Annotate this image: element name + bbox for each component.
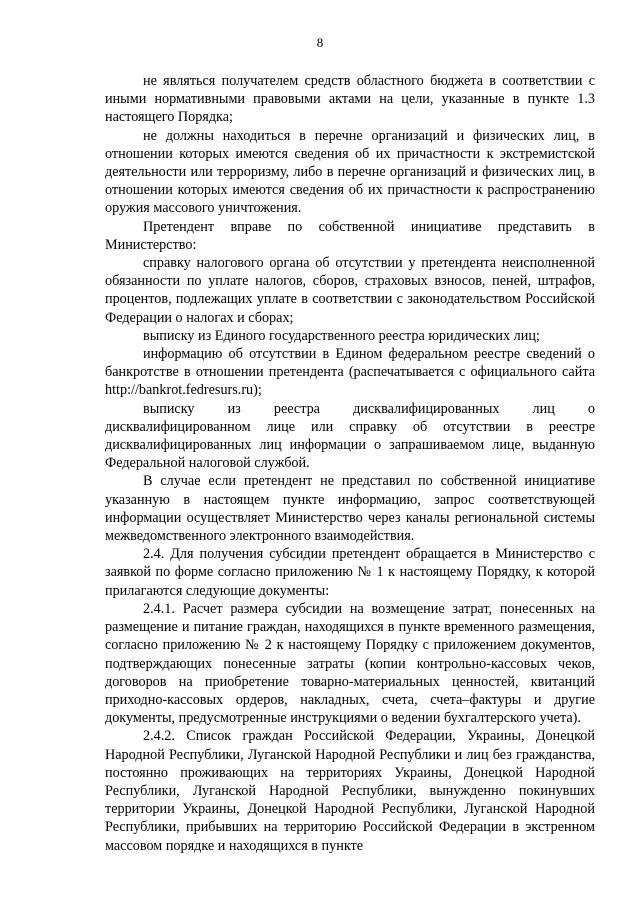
paragraph-not-in-extremist-list: не должны находиться в перечне организаций и физических лиц, в отношении которых имеются сведения об их причастности к экстремистской деятельности или терроризму, либо в перечне организаций и физических лиц, в отношении которых имеются сведения об их причастности к распространению оружия массового уничтожения. xyxy=(105,127,595,217)
paragraph-applicant-may-submit: Претендент вправе по собственной инициативе представить в Министерство: xyxy=(105,218,595,253)
page-number: 8 xyxy=(316,35,324,50)
paragraph-section-2-4-2: 2.4.2. Список граждан Российской Федерации, Украины, Донецкой Народной Республики, Луганской Народной Республики и лиц без гражданства, постоянно проживающих на территориях Украины, Донецкой Народной Республики, Луганской Народной Республики, вынужденно покинувших территории Украины, Донецкой Народной Республики, Луганской Народной Республики, прибывших на территорию Российской Федерации в экстренном массовом порядке и находящихся в пункте xyxy=(105,728,595,854)
paragraph-section-2-4-1: 2.4.1. Расчет размера субсидии на возмещение затрат, понесенных на размещение и питание граждан, находящихся в пункте временного размещения, согласно приложению № 2 к настоящему Порядку с приложением документов, подтверждающих понесенные затраты (копии контрольно-кассовых чеков, договоров на приобретение товарно-материальных ценностей, квитанций приходно-кассовых ордеров, накладных, счета, счета–фактуры и другие документы, предусмотренные инструкциями о ведении бухгалтерского учета). xyxy=(105,600,595,727)
paragraph-section-2-4: 2.4. Для получения субсидии претендент обращается в Министерство с заявкой по форме согласно приложению № 1 к настоящему Порядку, к которой прилагаются следующие документы: xyxy=(105,546,595,599)
paragraph-not-budget-recipient: не являться получателем средств областного бюджета в соответствии с иными нормативными правовыми актами на цели, указанные в пункте 1.3 настоящего Порядка; xyxy=(105,73,595,126)
document-body xyxy=(105,72,595,855)
paragraph-egrul-extract: выписку из Единого государственного реестра юридических лиц; xyxy=(143,327,540,344)
paragraph-tax-certificate: справку налогового органа об отсутствии у претендента неисполненной обязанности по уплате налогов, сборов, страховых взносов, пеней, штрафов, процентов, подлежащих уплате в соответствии с законодательством Российской Федерации о налогах и сборах; xyxy=(105,255,595,326)
paragraph-interagency-request: В случае если претендент не представил по собственной инициативе указанную в настоящем пункте информацию, запрос соответствующей информации осуществляет Министерство через каналы региональной системы межведомственного электронного взаимодействия. xyxy=(105,473,595,545)
paragraph-bankruptcy-info: информацию об отсутствии в Едином федеральном реестре сведений о банкротстве в отношении претендента (распечатывается с официального сайта http://bankrot.fedresurs.ru); xyxy=(105,346,595,399)
paragraph-disqualified-registry: выписку из реестра дисквалифицированных лиц о дисквалифицированном лице или справку об отсутствии в реестре дисквалифицированных лиц информации о запрашиваемом лице, выданную Федеральной налоговой службой. xyxy=(105,400,595,472)
